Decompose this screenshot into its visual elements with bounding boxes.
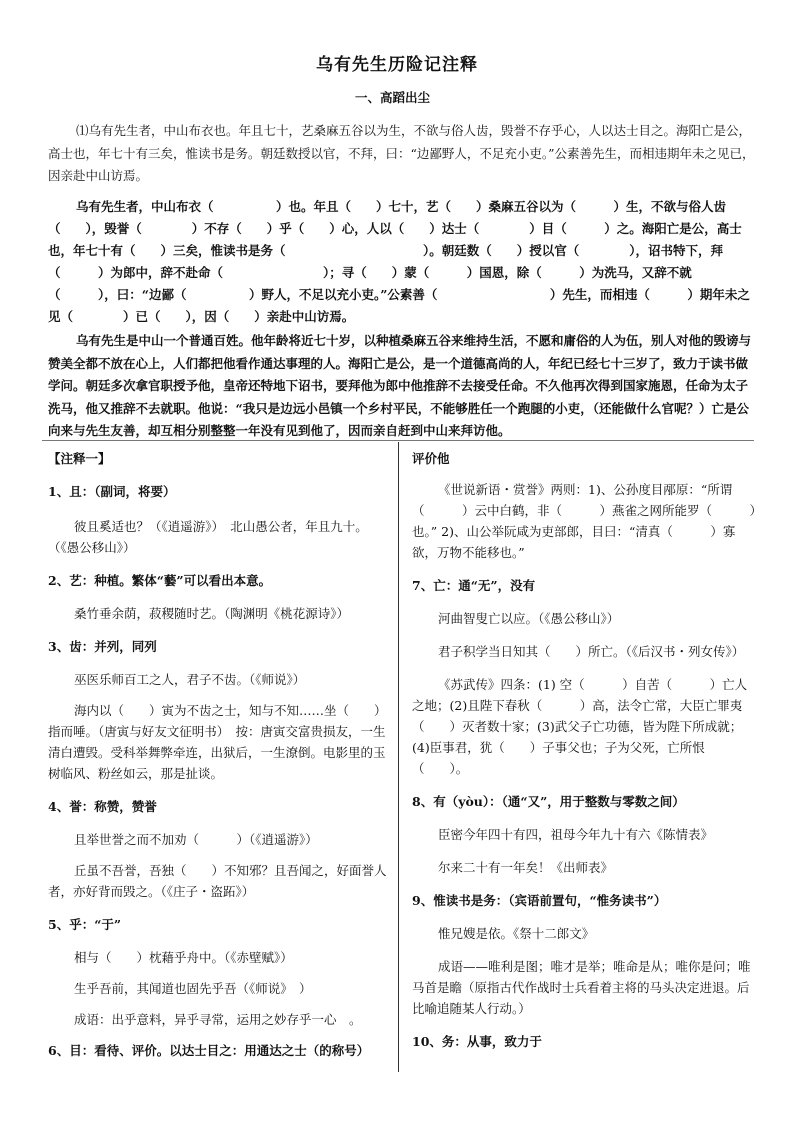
notes-right-column xyxy=(412,448,758,1052)
note-example: 巫医乐师百工之人，君子不齿。（《师说》） xyxy=(74,672,306,687)
note-heading: 10、务：从事，致力于 xyxy=(412,1034,542,1049)
note-example: 臣密今年四十有四，祖母今年九十有六《陈情表》 xyxy=(438,827,714,842)
note-heading: 6、目：看待、评价。以达士目之：用通达之士（的称号） xyxy=(48,1043,370,1058)
note-example: 《世说新语・赏誉》两则：1)、公孙度目邴原：“所谓（ ）云中白鹤，非（ ）燕雀之网所能罗（ ）也。” 2)、山公举阮咸为吏部郎，目曰：“清真（ ）寡欲，万物不能移也。” xyxy=(412,482,756,560)
note-heading: 1、且：（副词，将要） xyxy=(48,484,176,499)
notes-left-column xyxy=(48,448,388,1061)
note-example: 君子积学当日知其（ ）所亡。（《后汉书・列女传》） xyxy=(438,644,745,659)
note-example: 尔来二十有一年矣！《出师表》 xyxy=(438,860,614,875)
note-example: 丘虽不吾誉，吾独（ ）不知邪？且吾闻之，好面誉人者，亦好背而毁之。（《庄子・盗跖》） xyxy=(48,863,387,899)
note-heading: 5、乎：“于” xyxy=(48,917,122,932)
page-title: 乌有先生历险记注释 xyxy=(316,55,478,75)
note-example: 成语——唯利是图；唯才是举；唯命是从；唯你是问；唯马首是瞻（原指古代作战时士兵看着主将的马头决定进退。后比喻追随某人行动。） xyxy=(412,959,751,1016)
note-example: 河曲智叟亡以应。（《愚公移山》） xyxy=(438,611,620,626)
note-heading: 8、有（yòu）：（通“又”，用于整数与零数之间） xyxy=(412,794,685,809)
horizontal-divider xyxy=(42,440,754,441)
note-heading: 评价他 xyxy=(412,451,450,466)
fill-in-exercise: 乌有先生者，中山布衣（ ）也。年且（ ）七十，艺（ ）桑麻五谷以为（ ）生，不欲与俗人齿（ ），毁誉（ ）不存（ ）乎（ ）心，人以（ ）达士（ ）目（ ）之。海阳亡是公，高士也，年七十有（ ）三矣，惟读书是务（ ）。朝廷数（ ）授以官（ ），诏书特下，拜（ ）为郎中，辞不赴命（ ）；寻（ ）蒙（ ）国恩，除（ ）为洗马，又辞不就（ ），曰：“边鄙（ ）野人，不足以充小吏。”公素善（ ）先生，而相违（ ）期年未之见（ ）已（ ），因（ ）亲赴中山访焉。 xyxy=(48,199,750,324)
note-example: 成语：出乎意料，异乎寻常，运用之妙存乎一心 。 xyxy=(74,1012,362,1027)
note-example: 惟兄嫂是依。《祭十二郎文》 xyxy=(438,926,595,941)
note-example: 《苏武传》四条：(1) 空（ ）自苦（ ）亡人之地；(2)且陛下春秋（ ）高，法令亡常，大臣亡罪夷（ ）灭者数十家；(3)武父子亡功德，皆为陛下所成就；(4)臣事君，犹（ ）子事父也；子为父死，亡所恨（ ）。 xyxy=(412,677,748,776)
translation-passage: 乌有先生是中山一个普通百姓。他年龄将近七十岁，以种植桑麻五谷来维持生活，不愿和庸俗的人为伍，别人对他的毁谤与赞美全都不放在心上，人们都把他看作通达事理的人。海阳亡是公，是一个道德高尚的人，年纪已经七十三岁了，致力于读书做学问。朝廷多次拿官职授予他，皇帝还特地下诏书，要拜他为郎中他推辞不去接受任命。不久他再次得到国家施恩，任命为太子洗马，他又推辞不去就职。他说：“我只是边远小邑镇一个乡村平民，不能够胜任一个跑腿的小吏，（还能做什么官呢？）亡是公向来与先生友善，却互相分别整整一年没有见到他了，因而亲自赶到中山来拜访他。 xyxy=(48,333,752,438)
note-example: 彼且奚适也？（《逍遥游》） 北山愚公者，年且九十。（《愚公移山》） xyxy=(48,519,368,555)
original-passage: ⑴乌有先生者，中山布衣也。年且七十，艺桑麻五谷以为生，不欲与俗人齿，毁誉不存乎心，人以达士目之。海阳亡是公，高士也，年七十有三矣，惟读书是务。朝廷数授以官，不拜，曰：“边鄙野人，不足充小吏。”公素善先生，而相违期年未之见已，因亲赴中山访焉。 xyxy=(48,123,755,183)
note-heading: 3、齿：并列，同列 xyxy=(48,639,157,654)
note-heading: 7、亡：通“无”，没有 xyxy=(412,578,536,593)
column-divider xyxy=(398,442,399,1072)
note-heading: 9、惟读书是务：（宾语前置句，“惟务读书”） xyxy=(412,893,667,908)
note-heading: 【注释一】 xyxy=(48,451,111,466)
note-example: 相与（ ）枕藉乎舟中。（《赤壁赋》） xyxy=(74,950,293,965)
note-example: 生乎吾前，其闻道也固先乎吾（《师说》 ） xyxy=(74,981,312,996)
note-example: 海内以（ ）寅为不齿之士，知与不知……坐（ ）指而唾。（唐寅与好友文征明书） 按：唐寅交富贵损友，一生清白遭毁。受科举舞弊牵连，出狱后，一生潦倒。电影里的玉树临风、粉丝如云，那是扯谈。 xyxy=(48,703,387,781)
section-heading: 一、高蹈出尘 xyxy=(355,90,431,105)
note-heading: 4、誉：称赞，赞誉 xyxy=(48,799,157,814)
note-example: 且举世誉之而不加劝（ ）（《逍遥游》） xyxy=(74,832,318,847)
note-heading: 2、艺：种植。繁体“藝”可以看出本意。 xyxy=(48,573,272,588)
note-example: 桑竹垂余荫，菽稷随时艺。（陶渊明《桃花源诗》） xyxy=(74,606,350,621)
